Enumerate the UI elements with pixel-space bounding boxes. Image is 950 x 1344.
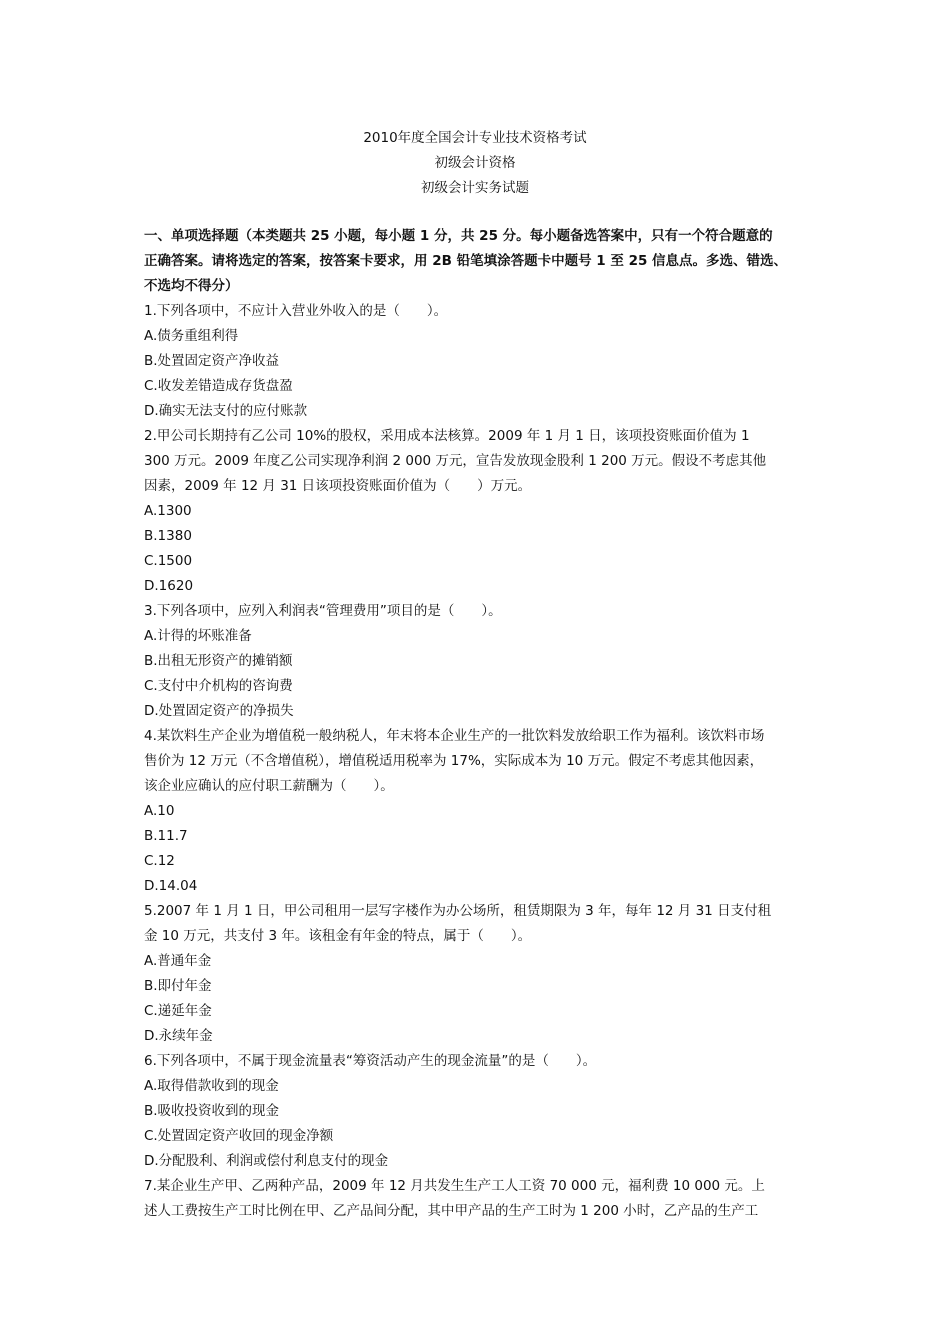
document-body (144, 224, 814, 1224)
option-d: D.分配股利、利润或偿付利息支付的现金 (144, 1153, 389, 1169)
exam-title: 2010年度全国会计专业技术资格考试 (363, 130, 587, 146)
option-a: A.普通年金 (144, 953, 212, 969)
question-7 (144, 1174, 814, 1224)
question-5 (144, 899, 814, 1049)
option-b: B.出租无形资产的摊销额 (144, 653, 293, 669)
exam-paper-name: 初级会计实务试题 (421, 180, 529, 196)
option-c: C.12 (144, 853, 175, 869)
question-stem: 该企业应确认的应付职工薪酬为（ ）。 (144, 778, 394, 794)
option-c: C.支付中介机构的咨询费 (144, 678, 293, 694)
option-d: D.14.04 (144, 878, 198, 894)
option-c: C.递延年金 (144, 1003, 212, 1019)
option-b: B.吸收投资收到的现金 (144, 1103, 280, 1119)
document-header (0, 126, 950, 201)
option-a: A.债务重组利得 (144, 328, 239, 344)
option-d: D.确实无法支付的应付账款 (144, 403, 308, 419)
exam-level: 初级会计资格 (434, 155, 516, 171)
question-4 (144, 724, 814, 899)
question-stem: 300 万元。2009 年度乙公司实现净利润 2 000 万元，宣告发放现金股利 1 200 万元。假设不考虑其他 (144, 453, 767, 469)
option-c: C.处置固定资产收回的现金净额 (144, 1128, 334, 1144)
option-c: C.收发差错造成存货盘盈 (144, 378, 293, 394)
option-b: B.即付年金 (144, 978, 212, 994)
question-stem: 金 10 万元，共支付 3 年。该租金有年金的特点，属于（ ）。 (144, 928, 532, 944)
option-b: B.1380 (144, 528, 192, 544)
question-stem: 4.某饮料生产企业为增值税一般纳税人，年末将本企业生产的一批饮料发放给职工作为福利。该饮料市场 (144, 728, 765, 744)
option-b: B.处置固定资产净收益 (144, 353, 280, 369)
option-a: A.计得的坏账准备 (144, 628, 252, 644)
option-d: D.1620 (144, 578, 194, 594)
question-2 (144, 424, 814, 599)
section-heading-line: 不选均不得分） (144, 278, 239, 294)
option-c: C.1500 (144, 553, 193, 569)
option-a: A.10 (144, 803, 175, 819)
option-a: A.取得借款收到的现金 (144, 1078, 279, 1094)
question-stem: 7.某企业生产甲、乙两种产品，2009 年 12 月共发生生产工人工资 70 000 元，福利费 10 000 元。上 (144, 1178, 765, 1194)
section-heading (144, 224, 814, 299)
option-d: D.永续年金 (144, 1028, 213, 1044)
question-stem: 售价为 12 万元（不含增值税），增值税适用税率为 17%，实际成本为 10 万元。假定不考虑其他因素， (144, 753, 764, 769)
section-heading-line: 正确答案。请将选定的答案，按答案卡要求，用 2B 铅笔填涂答题卡中题号 1 至 25 信息点。多选、错选、 (144, 253, 788, 269)
question-stem: 6.下列各项中，不属于现金流量表“筹资活动产生的现金流量”的是（ ）。 (144, 1053, 597, 1069)
question-stem: 1.下列各项中，不应计入营业外收入的是（ ）。 (144, 303, 448, 319)
section-heading-line: 一、单项选择题（本类题共 25 小题，每小题 1 分，共 25 分。每小题备选答案中，只有一个符合题意的 (144, 228, 773, 244)
question-stem: 3.下列各项中，应列入利润表“管理费用”项目的是（ ）。 (144, 603, 502, 619)
question-stem: 述人工费按生产工时比例在甲、乙产品间分配，其中甲产品的生产工时为 1 200 小时，乙产品的生产工 (144, 1203, 759, 1219)
question-stem: 因素，2009 年 12 月 31 日该项投资账面价值为（ ）万元。 (144, 478, 532, 494)
option-d: D.处置固定资产的净损失 (144, 703, 294, 719)
question-6 (144, 1049, 814, 1174)
question-stem: 2.甲公司长期持有乙公司 10%的股权，采用成本法核算。2009 年 1 月 1 日，该项投资账面价值为 1 (144, 428, 750, 444)
question-3 (144, 599, 814, 724)
option-b: B.11.7 (144, 828, 188, 844)
question-1 (144, 299, 814, 424)
option-a: A.1300 (144, 503, 192, 519)
question-stem: 5.2007 年 1 月 1 日，甲公司租用一层写字楼作为办公场所，租赁期限为 3 年，每年 12 月 31 日支付租 (144, 903, 772, 919)
